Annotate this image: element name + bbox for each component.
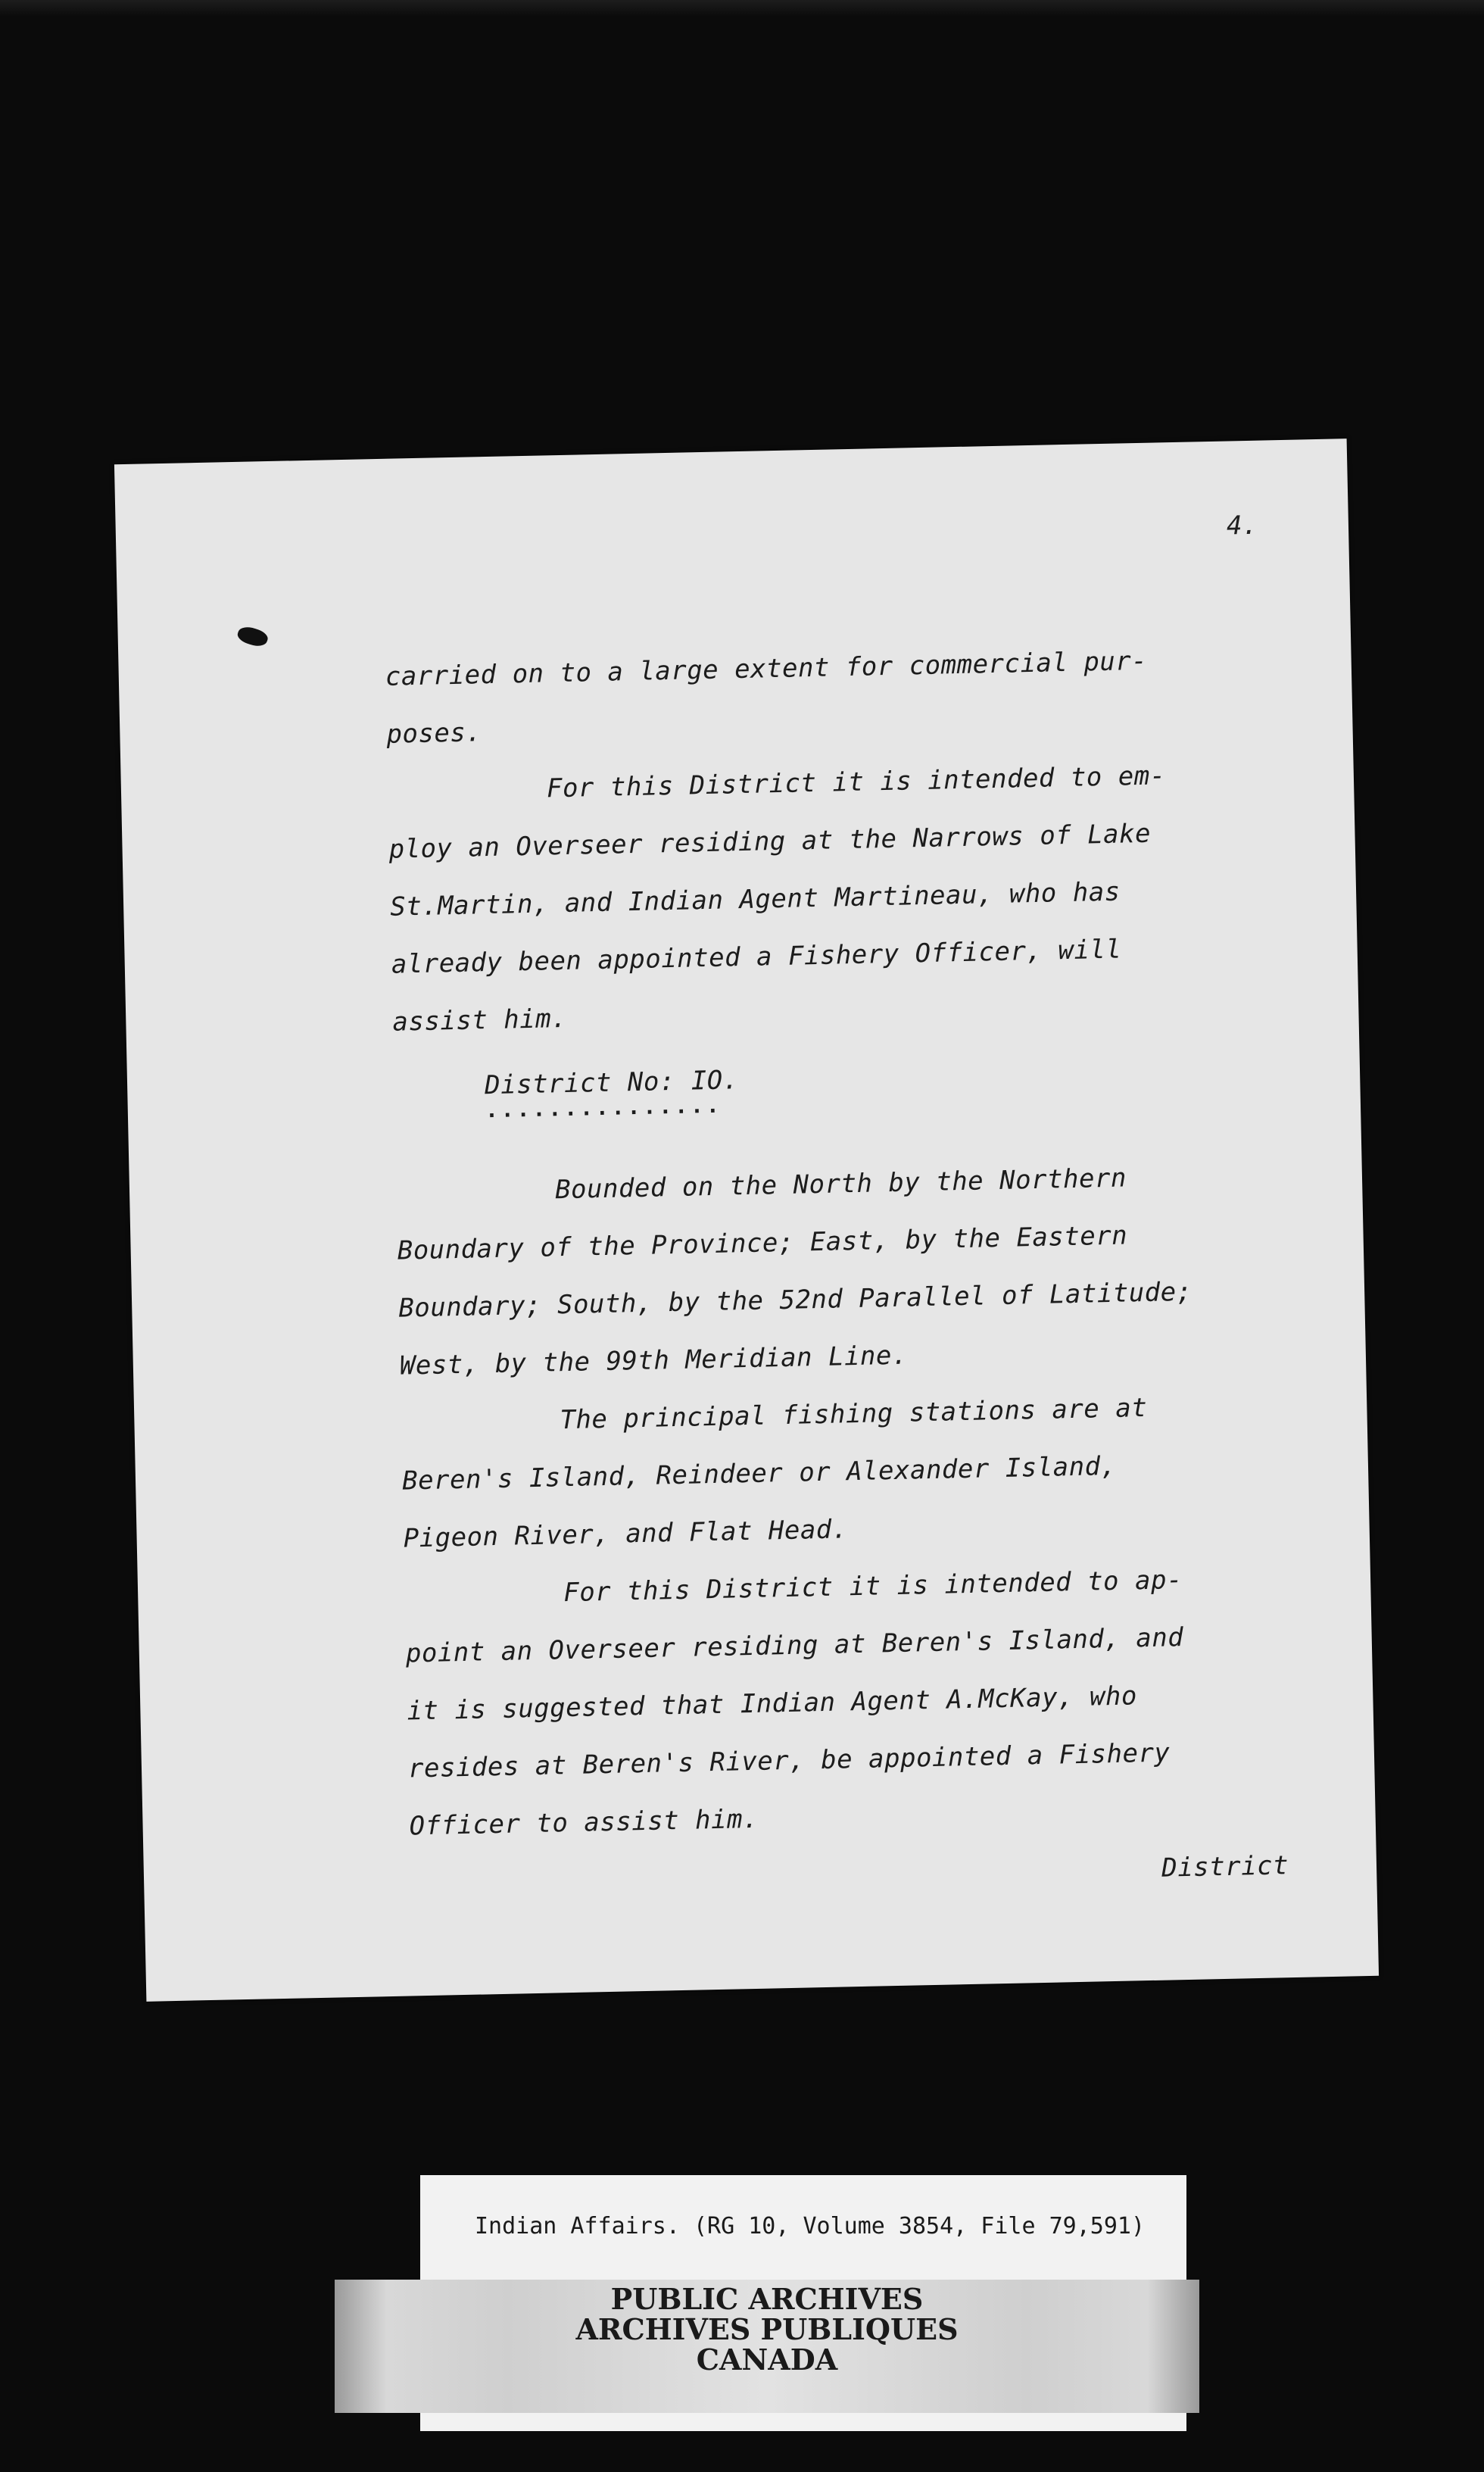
body-line: For this District it is intended to ap-: [563, 1565, 1183, 1609]
body-line: poses.: [386, 717, 482, 750]
heading-underline: ...............: [485, 1092, 723, 1123]
archive-reference-text: Indian Affairs. (RG 10, Volume 3854, File 79,591): [475, 2213, 1146, 2239]
body-line: carried on to a large extent for commercial pur-: [385, 645, 1148, 692]
body-line: The principal fishing stations are at: [560, 1392, 1148, 1436]
body-line: For this District it is intended to em-: [546, 760, 1167, 804]
body-line: resides at Beren's River, be appointed a Fishery: [407, 1737, 1171, 1784]
body-line: Pigeon River, and Flat Head.: [403, 1514, 849, 1554]
body-line: already been appointed a Fishery Officer, will: [391, 934, 1122, 980]
body-line: point an Overseer residing at Beren's Island, and: [405, 1622, 1184, 1669]
body-line: Bounded on the North by the Northern: [554, 1163, 1127, 1206]
stamp-line-3: CANADA: [696, 2342, 838, 2377]
body-line: assist him.: [392, 1003, 568, 1038]
body-line: Boundary of the Province; East, by the Eastern: [397, 1220, 1128, 1266]
body-line: it is suggested that Indian Agent A.McKay, who: [407, 1681, 1138, 1727]
body-line: Officer to assist him.: [409, 1803, 759, 1842]
archive-reference-label: [420, 2175, 1186, 2281]
catchword: District: [1161, 1850, 1289, 1884]
body-line: Beren's Island, Reindeer or Alexander Island,: [401, 1450, 1117, 1497]
document-page: [114, 439, 1379, 2002]
film-edge: [0, 0, 1484, 17]
archive-stamp-text: [335, 2284, 1199, 2375]
archive-label-bottom: [420, 2413, 1186, 2431]
body-line: West, by the 99th Meridian Line.: [399, 1340, 909, 1381]
body-line: ploy an Overseer residing at the Narrows of Lake: [388, 818, 1152, 865]
district-heading: District No: IO.: [484, 1065, 740, 1101]
body-line: St.Martin, and Indian Agent Martineau, who has: [389, 876, 1121, 922]
archive-stamp: [335, 2280, 1199, 2413]
district-heading-block: [393, 1032, 1274, 1164]
stamp-line-2: ARCHIVES PUBLIQUES: [575, 2312, 959, 2346]
page-number: 4.: [1226, 510, 1258, 542]
ink-speck: [235, 624, 270, 650]
document-body: [385, 630, 1289, 1913]
body-line: Boundary; South, by the 52nd Parallel of Latitude;: [398, 1276, 1193, 1324]
stamp-line-1: PUBLIC ARCHIVES: [610, 2282, 924, 2316]
